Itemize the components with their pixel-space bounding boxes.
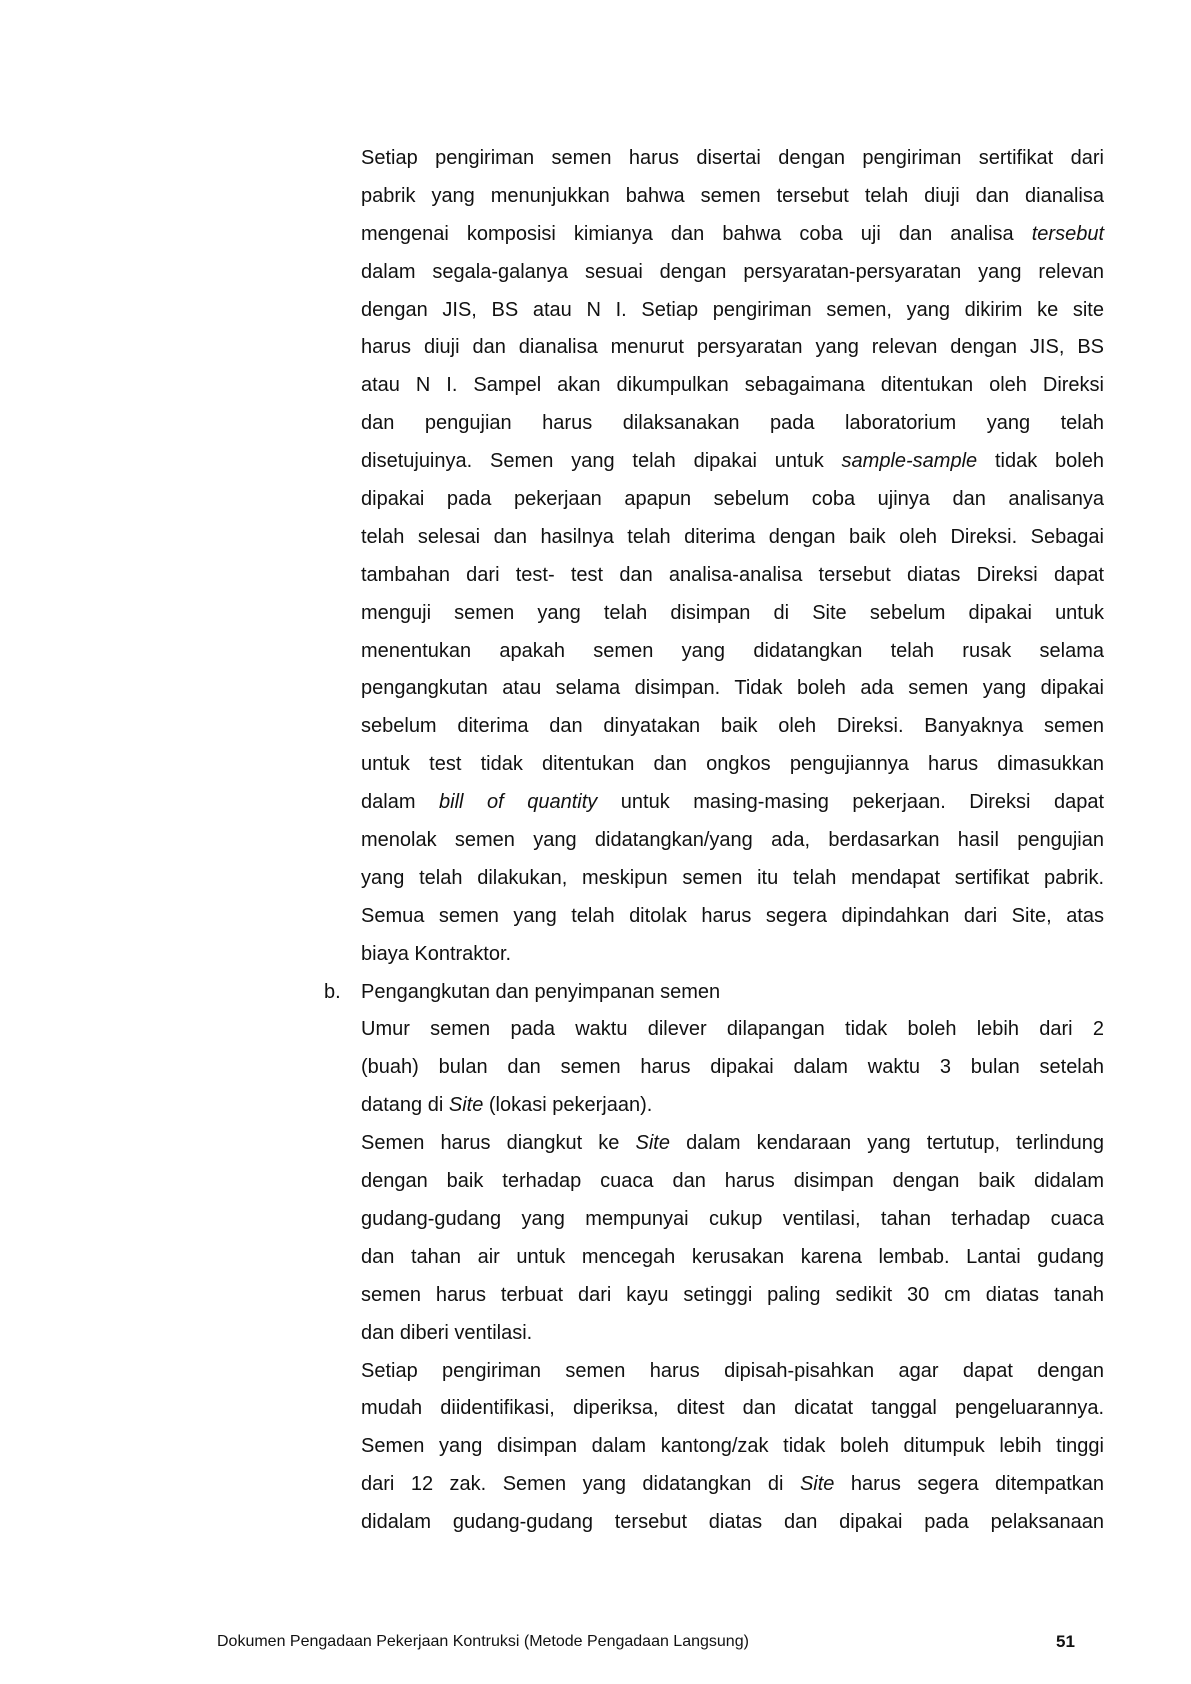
text-span: Semen harus diangkut ke [361,1132,620,1155]
text-line: untuk test tidak ditentukan dan ongkos pengujiannya harus dimasukkan [361,753,1104,776]
text-line: dengan baik terhadap cuaca dan harus disimpan dengan baik didalam [361,1170,1104,1193]
page-number: 51 [1056,1632,1075,1651]
text-line: dan tahan air untuk mencegah kerusakan karena lembab. Lantai gudang [361,1245,1104,1268]
text-span: mengenai komposisi kimianya dan bahwa coba uji dan analisa [361,222,1014,245]
text-line: semen harus terbuat dari kayu setinggi paling sedikit 30 cm diatas tanah [361,1283,1104,1306]
text-span: datang di [361,1094,444,1117]
text-line: Setiap pengiriman semen harus dipisah-pisahkan agar dapat dengan [361,1359,1104,1382]
text-line: harus diuji dan dianalisa menurut persyaratan yang relevan dengan JIS, BS [361,336,1104,359]
text-line: pengangkutan atau selama disimpan. Tidak boleh ada semen yang dipakai [361,677,1104,700]
text-line: yang telah dilakukan, meskipun semen itu telah mendapat sertifikat pabrik. [361,866,1104,889]
text-span: disetujuinya. Semen yang telah dipakai untuk [361,450,824,473]
text-span: tidak boleh [994,450,1104,473]
text-line: dan pengujian harus dilaksanakan pada laboratorium yang telah [361,412,1104,435]
text-line: dalam segala-galanya sesuai dengan persyaratan-persyaratan yang relevan [361,260,1104,283]
text-line [361,1087,1104,1125]
text-line: (buah) bulan dan semen harus dipakai dalam waktu 3 bulan setelah [361,1056,1104,1079]
text-line: Semen yang disimpan dalam kantong/zak tidak boleh ditumpuk lebih tinggi [361,1435,1104,1458]
text-line: pabrik yang menunjukkan bahwa semen tersebut telah diuji dan dianalisa [361,184,1104,207]
text-line: mudah diidentifikasi, diperiksa, ditest dan dicatat tanggal pengeluarannya. [361,1397,1104,1420]
text-span: untuk masing-masing pekerjaan. Direksi dapat [620,791,1104,814]
text-line: gudang-gudang yang mempunyai cukup ventilasi, tahan terhadap cuaca [361,1207,1104,1230]
italic-term: bill of quantity [439,791,598,814]
text-line: didalam gudang-gudang tersebut diatas dan dipakai pada pelaksanaan [361,1511,1104,1534]
text-line: menolak semen yang didatangkan/yang ada, berdasarkan hasil pengujian [361,829,1104,852]
body-text [324,140,1105,1542]
text-line: dan diberi ventilasi. [361,1321,533,1344]
text-line: tambahan dari test- test dan analisa-analisa tersebut diatas Direksi dapat [361,563,1104,586]
text-line: atau N I. Sampel akan dikumpulkan sebagaimana ditentukan oleh Direksi [361,374,1104,397]
list-marker: b. [324,980,341,1003]
paragraph-cement-age [361,1011,1104,1125]
text-line: menguji semen yang telah disimpan di Site sebelum dipakai untuk [361,601,1104,624]
text-line: menentukan apakah semen yang didatangkan telah rusak selama [361,639,1104,662]
text-line: biaya Kontraktor. [361,942,512,965]
italic-term: Site [799,1473,835,1496]
text-span: dalam kendaraan yang tertutup, terlindung [686,1132,1104,1155]
text-line: dipakai pada pekerjaan apapun sebelum coba ujinya dan analisanya [361,488,1104,511]
text-line [361,1125,1104,1163]
text-line [361,443,1104,481]
text-span: (lokasi pekerjaan). [488,1094,653,1117]
text-line [361,784,1104,822]
paragraph-cement-certificate [361,140,1104,974]
text-line [361,1466,1104,1504]
text-line: telah selesai dan hasilnya telah diterima dengan baik oleh Direksi. Sebagai [361,525,1104,548]
text-span: dari 12 zak. Semen yang didatangkan di [361,1473,784,1496]
text-line: Setiap pengiriman semen harus disertai dengan pengiriman sertifikat dari [361,147,1104,169]
paragraph-cement-storage [361,1353,1104,1542]
text-line: Semua semen yang telah ditolak harus segera dipindahkan dari Site, atas [361,904,1104,927]
italic-term: Site [448,1094,484,1117]
text-line: dengan JIS, BS atau N I. Setiap pengiriman semen, yang dikirim ke site [361,298,1104,321]
footer-title: Dokumen Pengadaan Pekerjaan Kontruksi (Metode Pengadaan Langsung) [217,1633,749,1650]
section-title: Pengangkutan dan penyimpanan semen [361,980,721,1003]
text-line: Umur semen pada waktu dilever dilapangan tidak boleh lebih dari 2 [361,1018,1104,1041]
italic-term: sample-sample [841,450,978,473]
section-heading-b [324,974,1104,1012]
italic-term: Site [635,1132,670,1155]
text-line: sebelum diterima dan dinyatakan baik oleh Direksi. Banyaknya semen [361,715,1104,738]
paragraph-cement-transport [361,1125,1104,1352]
italic-term: tersebut [1031,222,1104,245]
text-span: harus segera ditempatkan [850,1473,1105,1496]
text-line [361,216,1104,254]
text-span: dalam [361,791,416,814]
